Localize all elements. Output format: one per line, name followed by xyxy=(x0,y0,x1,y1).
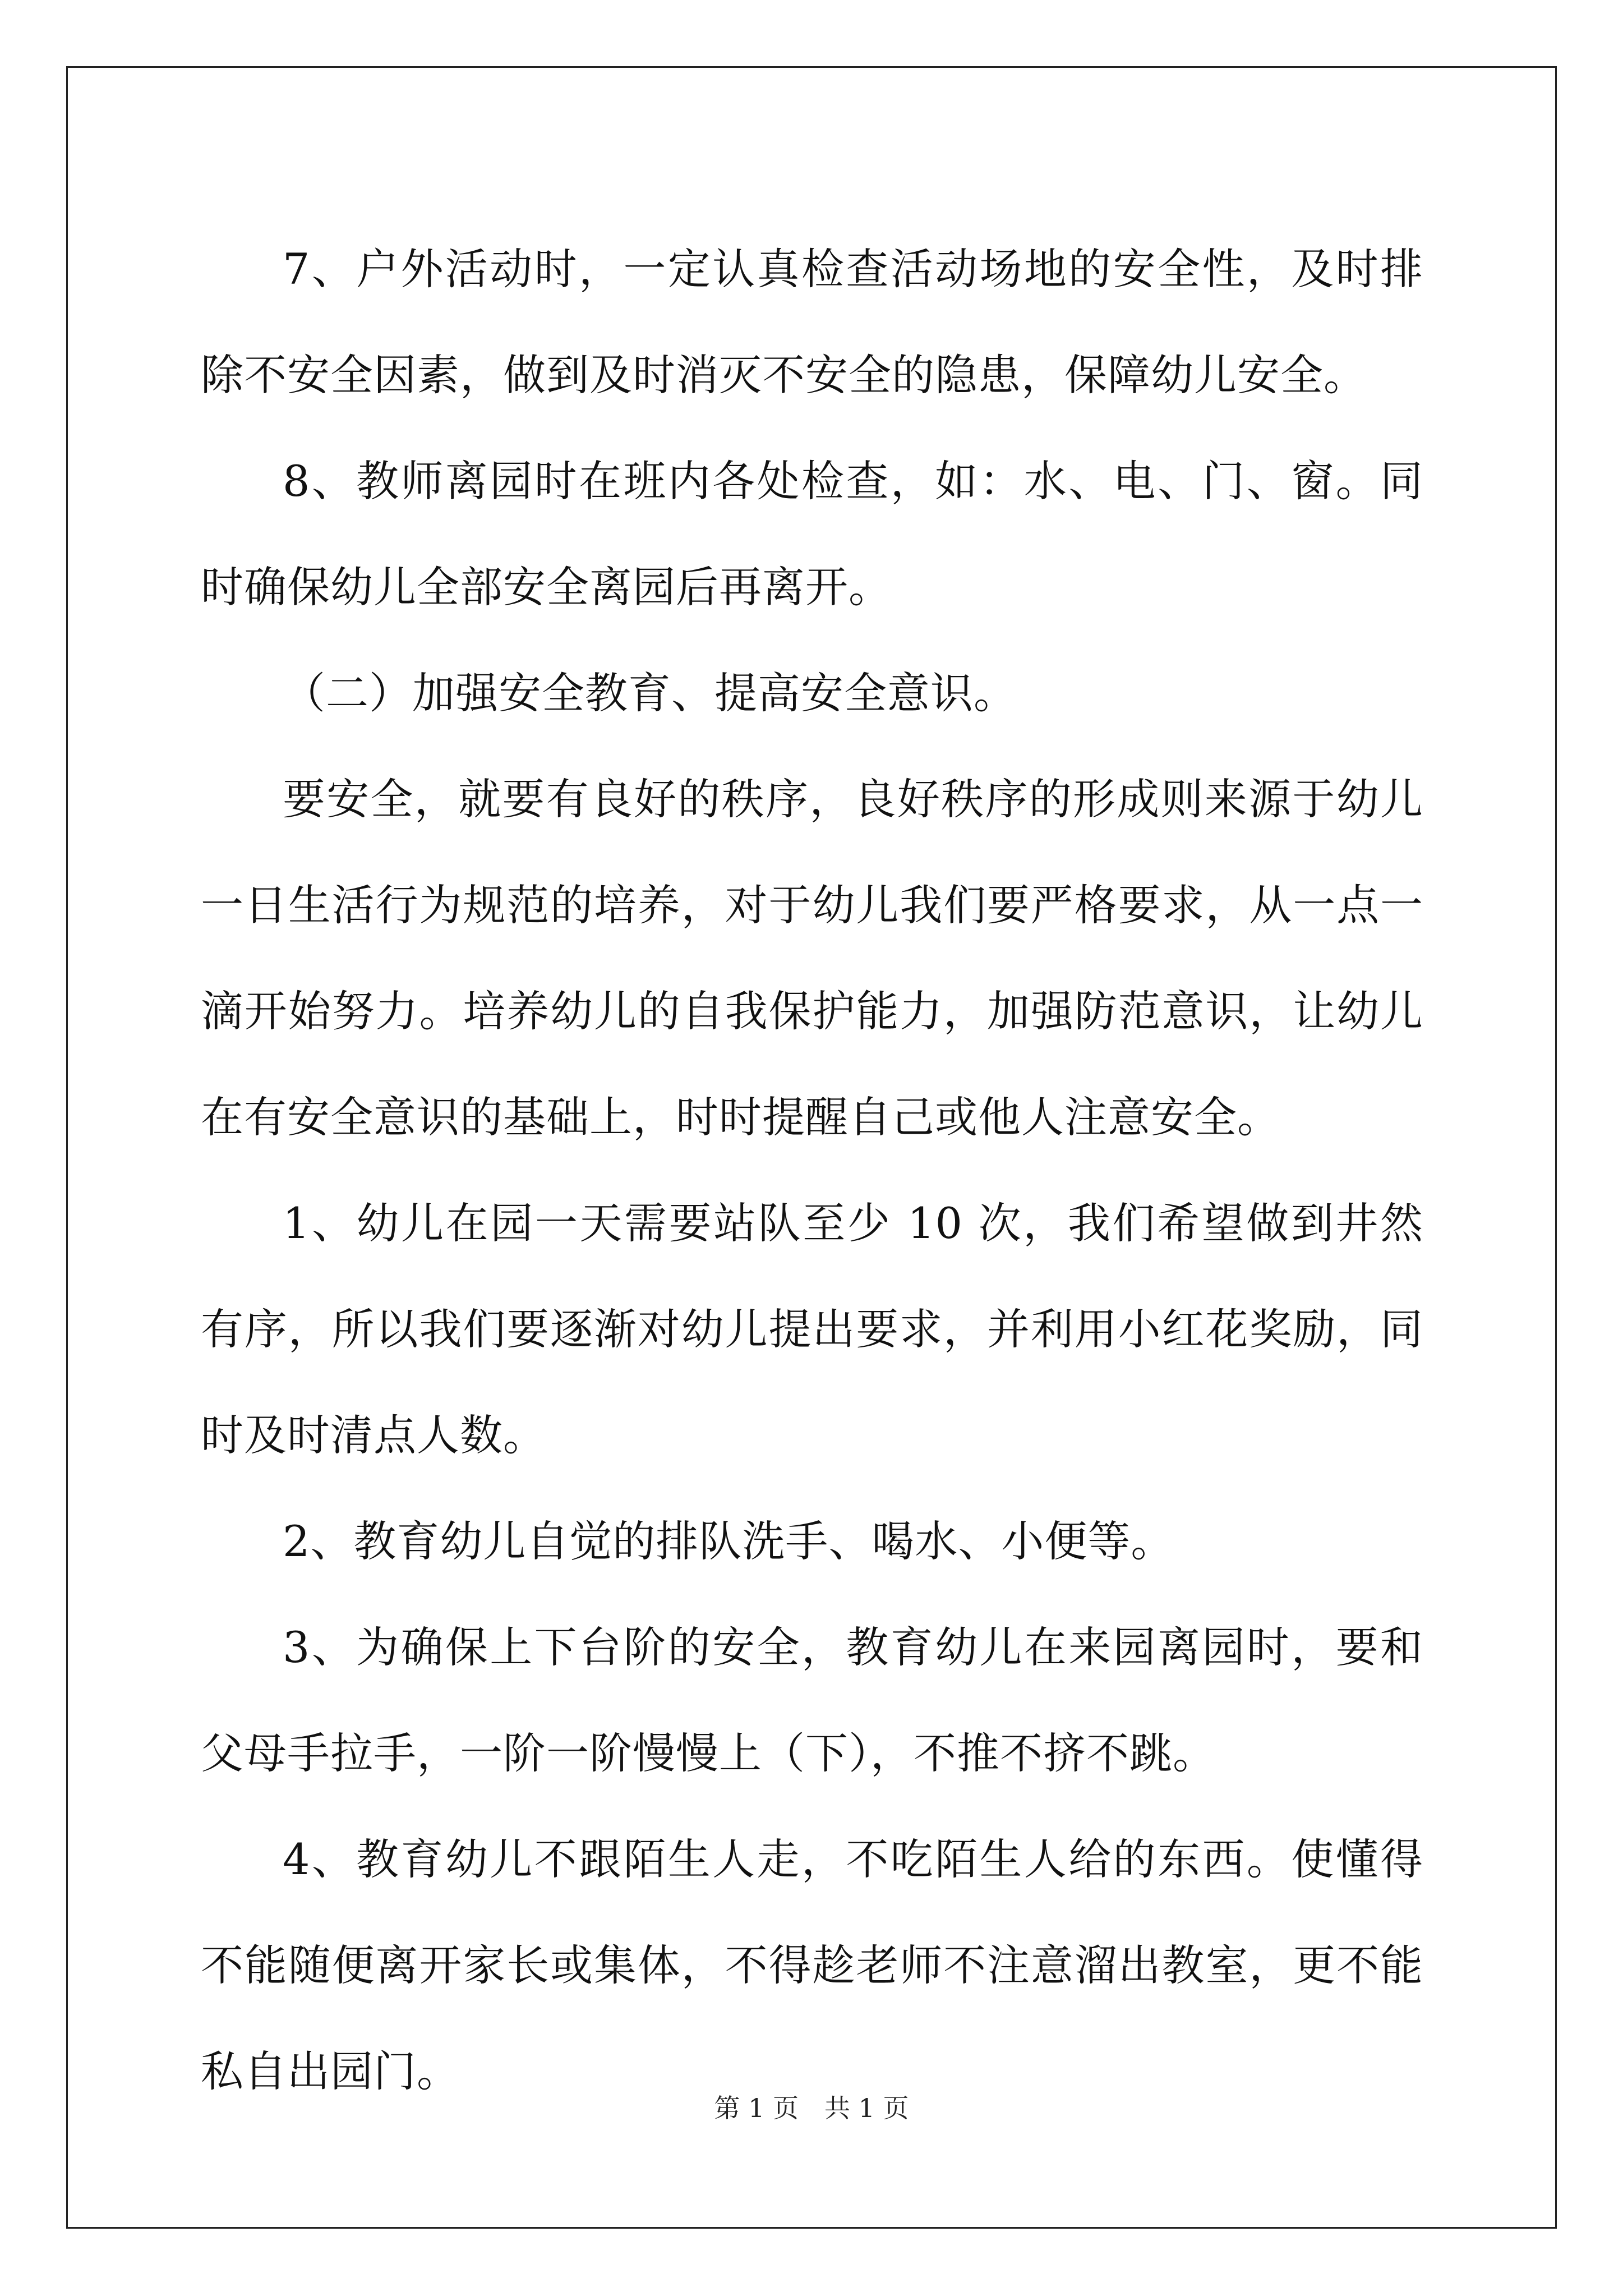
paragraph-item-3: 3、为确保上下台阶的安全，教育幼儿在来园离园时，要和父母手拉手，一阶一阶慢慢上（下），不推不挤不跳。 xyxy=(201,1622,1423,1778)
section-heading: （二）加强安全教育、提高安全意识。 xyxy=(283,668,1017,718)
paragraph-item-4: 4、教育幼儿不跟陌生人走，不吃陌生人给的东西。使懂得不能随便离开家长或集体，不得趁老师不注意溜出教室，更不能私自出园门。 xyxy=(201,1834,1423,2096)
paragraph-item-8: 8、教师离园时在班内各处检查，如：水、电、门、窗。同时确保幼儿全部安全离园后再离开。 xyxy=(201,456,1423,612)
paragraph-item-7: 7、户外活动时，一定认真检查活动场地的安全性，及时排除不安全因素，做到及时消灭不安全的隐患，保障幼儿安全。 xyxy=(201,244,1423,400)
paragraph-item-1: 1、幼儿在园一天需要站队至少 10 次，我们希望做到井然有序，所以我们要逐渐对幼儿提出要求，并利用小红花奖励，同时及时清点人数。 xyxy=(201,1198,1423,1460)
document-body xyxy=(201,216,1423,2124)
page-number-footer: 第 1 页 共 1 页 xyxy=(714,2093,909,2123)
paragraph-item-2: 2、教育幼儿自觉的排队洗手、喝水、小便等。 xyxy=(283,1516,1174,1566)
paragraph-intro: 要安全，就要有良好的秩序，良好秩序的形成则来源于幼儿一日生活行为规范的培养，对于幼儿我们要严格要求，从一点一滴开始努力。培养幼儿的自我保护能力，加强防范意识，让幼儿在有安全意识的基础上，时时提醒自己或他人注意安全。 xyxy=(201,774,1423,1142)
